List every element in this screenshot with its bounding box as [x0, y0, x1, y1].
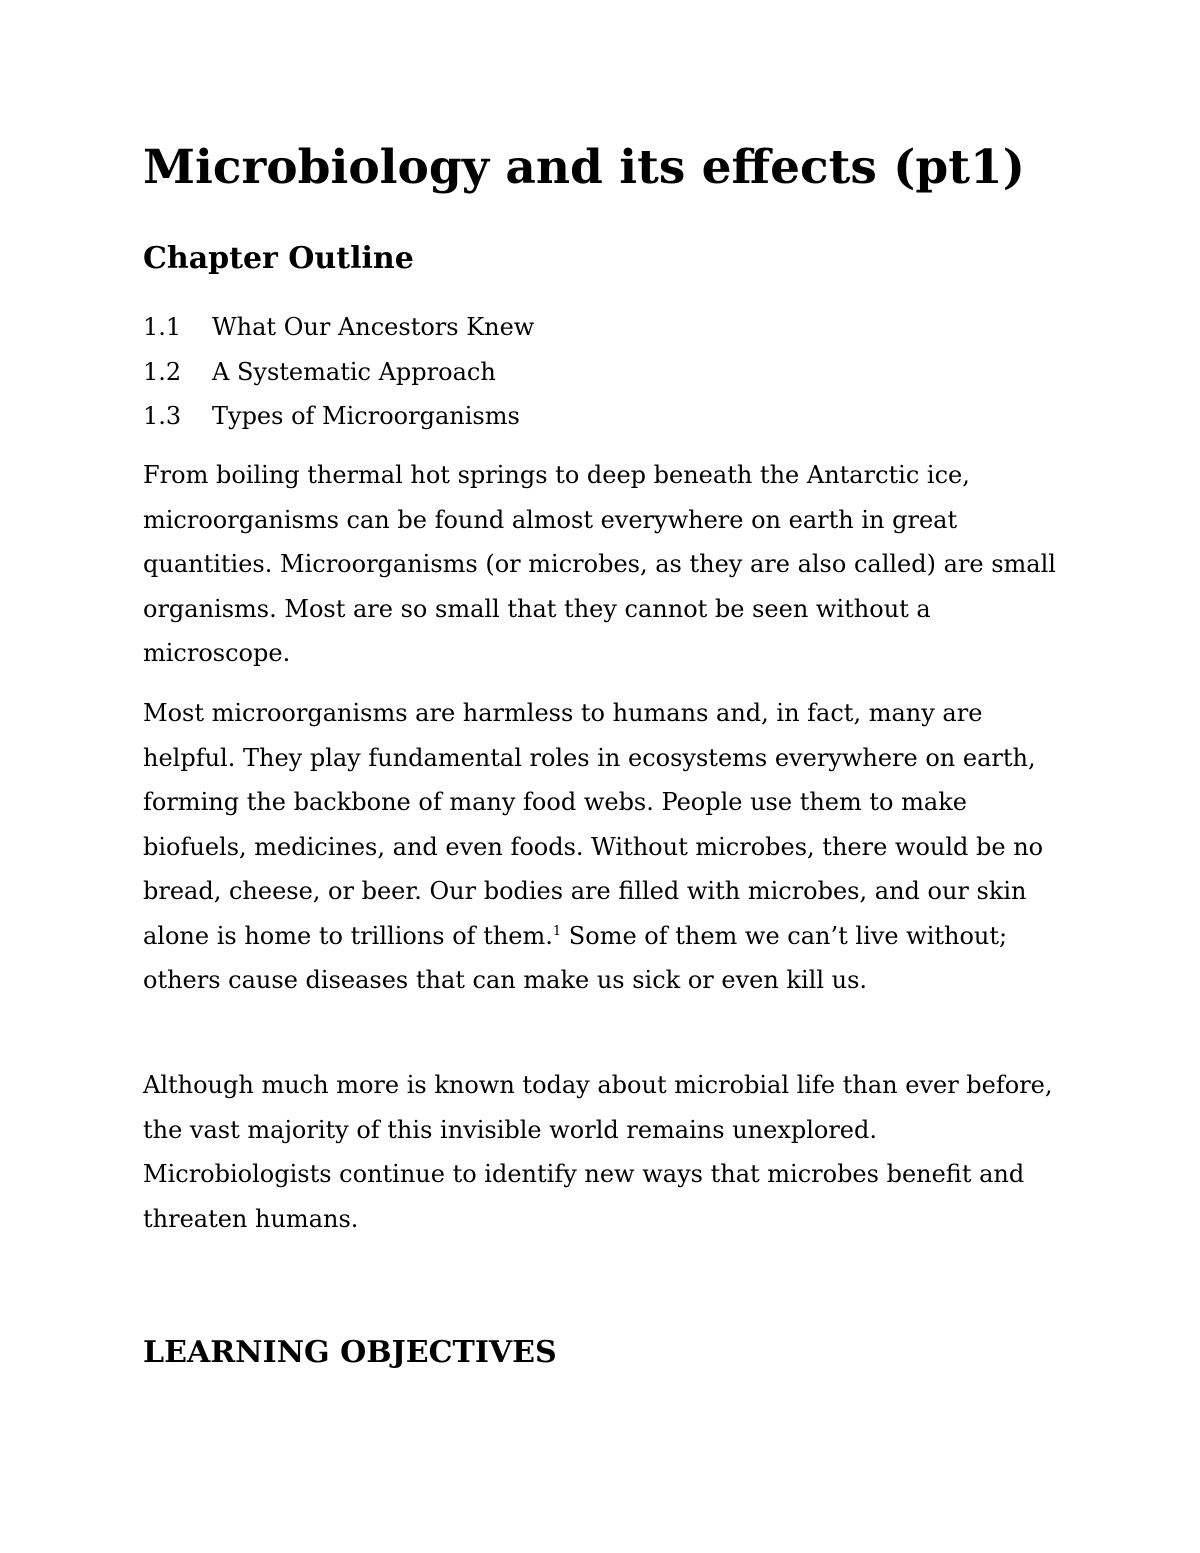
- learning-objectives-heading: LEARNING OBJECTIVES: [143, 1335, 557, 1370]
- outline-label: A Systematic Approach: [212, 357, 496, 386]
- outline-label: Types of Microorganisms: [212, 402, 520, 430]
- microbes-helpful-paragraph: [143, 691, 1073, 1003]
- paragraph-text: Most microorganisms are harmless to humans and, in fact, many are helpful. They play fundamental roles in ecosystems everywhere on earth, forming the backbone of many food webs. People use them to make biofuels, medicines, and even foods. Without microbes, there would be no bread, cheese, or beer. Our bodies are filled with microbes, and our skin alone is home to trillions of them.: [143, 699, 1044, 950]
- paragraph-text: Some of them we can’t live without; others cause diseases that can make us sick or even kill us.: [143, 921, 1008, 994]
- outline-number: 1.1: [143, 313, 182, 341]
- outline-number: 1.2: [143, 357, 182, 386]
- outline-label: What Our Ancestors Knew: [212, 313, 535, 341]
- document-title: Microbiology and its effects (pt1): [143, 140, 1025, 195]
- unexplored-paragraph: Although much more is known today about microbial life than ever before, the vast majority of this invisible world remains unexplored. Microbiologists continue to identify new ways that microbes benefit and threaten humans.: [143, 1071, 1053, 1233]
- outline-number: 1.3: [143, 402, 182, 430]
- footnote-marker[interactable]: 1: [552, 923, 562, 939]
- chapter-outline-list: [143, 305, 534, 439]
- outline-item: [143, 350, 534, 395]
- intro-paragraph: From boiling thermal hot springs to deep beneath the Antarctic ice, microorganisms can be found almost everywhere on earth in great quantities. Microorganisms (or microbes, as they are also called) are small organisms. Most are so small that they cannot be seen without a microscope.: [143, 461, 1056, 667]
- outline-item: [143, 394, 534, 439]
- chapter-outline-heading: Chapter Outline: [143, 241, 414, 276]
- outline-item: [143, 305, 534, 350]
